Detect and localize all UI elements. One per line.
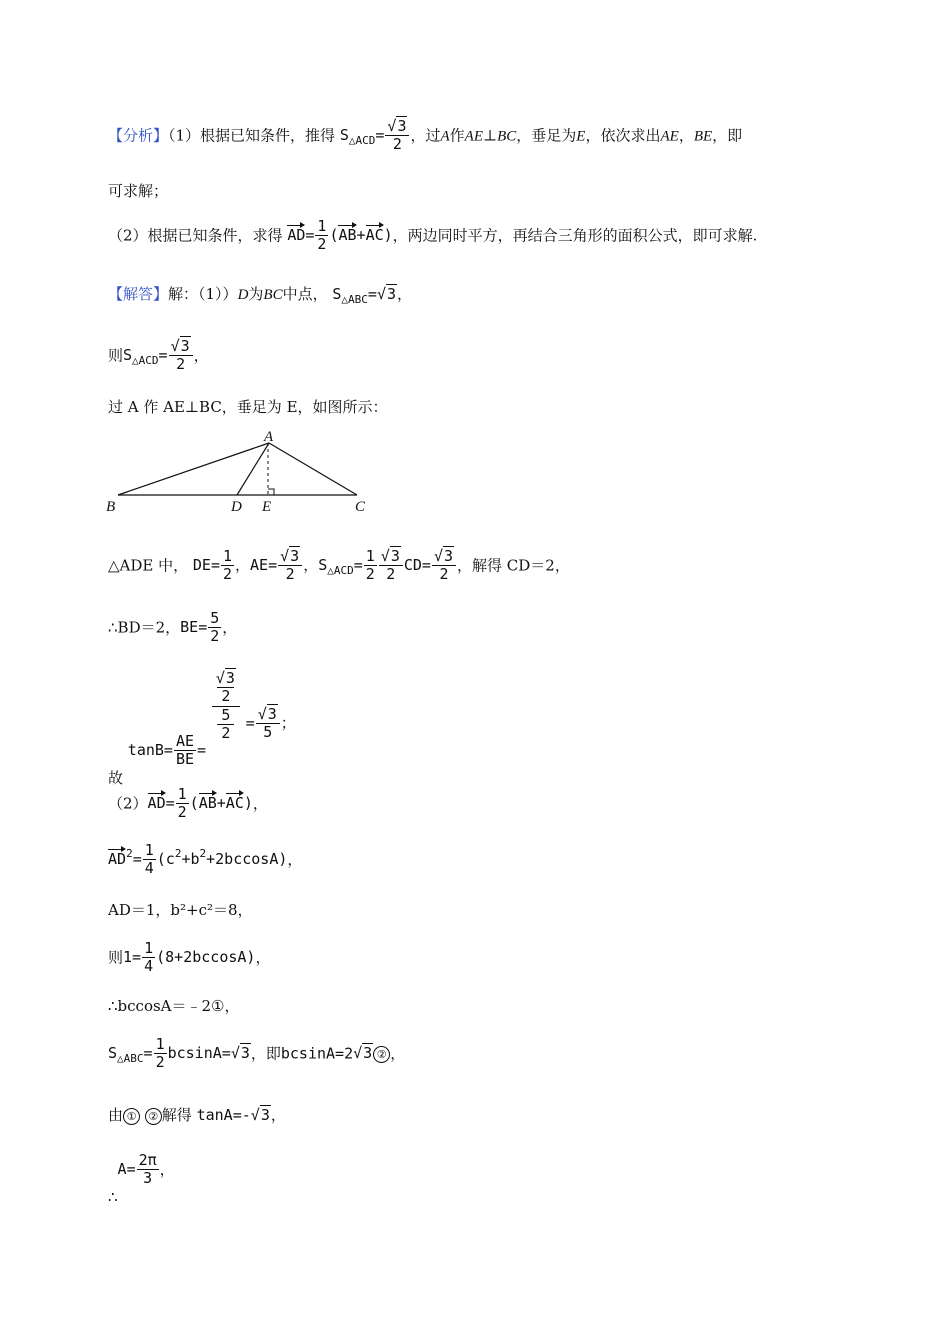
part2-line-3: AD＝1，b²+c²＝8，	[108, 901, 253, 919]
analysis-line-1-cont: 可求解；	[108, 182, 169, 200]
label-D: D	[231, 499, 242, 515]
label-E: E	[262, 499, 272, 515]
circled-one: ①	[123, 1108, 140, 1125]
label-A: A	[264, 429, 274, 445]
answer-tag: 【解答】	[108, 285, 169, 303]
area-abc-formula: $S_{\triangle ABC}=√3$	[332, 285, 397, 306]
circled-two: ②	[373, 1046, 390, 1063]
part2-line-1: （2）AD= $\frac{1}{2}$ (AB+AC)，	[108, 785, 268, 822]
part2-line-7: 由 ① ② 解得 tanA=-√3，	[108, 1106, 286, 1124]
solution-line-6: 故 tanB= $\frac{AE}{BE}$ = √3 2 5 2 = $\frac{√3}{5}$ ；	[108, 669, 296, 787]
label-C: C	[355, 499, 366, 515]
area-acd-formula: $S_{\triangle ACD}=$ $\frac{√3}{2}$	[340, 126, 411, 144]
solution-line-5: ∴BD＝2，BE= $\frac{5}{2}$ ，	[108, 609, 238, 646]
analysis-line-1: 【分析】（1）根据已知条件，推得 $S_{\triangle ACD}=$ $\frac{√3}{2}$ ，过A作AE⊥BC，垂足为E，依次求出AE，BE，即	[108, 117, 743, 154]
solution-line-3: 过 A 作 AE⊥BC，垂足为 E，如图所示：	[108, 398, 388, 416]
part2-line-4: 则1= $\frac{1}{4}$ (8+2bccosA)，	[108, 939, 271, 976]
ad-vector-formula: AD= $\frac{1}{2}$ (AB+AC)	[287, 217, 393, 254]
label-B: B	[106, 499, 116, 515]
analysis-text-1b: ，过	[410, 126, 441, 145]
part2-line-2: $AD^2=$ $\frac{1}{4}$ $(c^2+b^2+2bccosA)$，	[108, 841, 303, 878]
analysis-tag: 【分析】	[108, 126, 169, 145]
triangle-figure	[104, 428, 384, 518]
solution-line-4: △ADE 中， DE= $\frac{1}{2}$ ，AE= $\frac{√3}{2}$ ，$S_{\triangle ACD}=$ $\frac{1}{2}$ $\frac{√3}{2}$ CD= $\frac{√3}{2}$ ，解得 CD＝2，	[108, 547, 570, 584]
solution-line-2: 则$S_{\triangle ACD}=$ $\frac{√3}{2}$ ，	[108, 337, 209, 374]
part2-line-8: ∴A= $\frac{2\pi}{3}$ ，	[108, 1151, 175, 1207]
part2-line-5: ∴bccosA＝﹣2①，	[108, 997, 240, 1015]
analysis-text-1a: （1）根据已知条件，推得	[168, 126, 336, 145]
part2-line-6: $S_{\triangle ABC}=$ $\frac{1}{2}$ bcsinA=√3，即bcsinA=2√3 ② ，	[108, 1035, 406, 1072]
solution-line-1: 【解答】解：（1））D为BC中点， $S_{\triangle ABC}=√3$，	[108, 285, 413, 306]
analysis-line-2: （2）根据已知条件，求得 AD= $\frac{1}{2}$ (AB+AC)，两边同时平方，再结合三角形的面积公式，即可求解.	[108, 217, 758, 254]
